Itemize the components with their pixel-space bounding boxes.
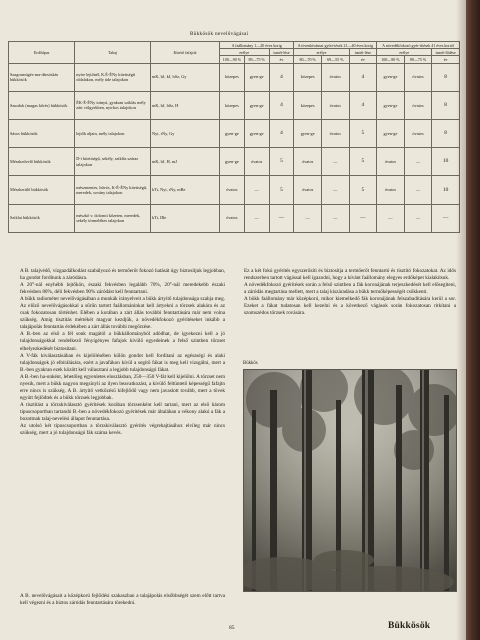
table-row [9, 148, 460, 176]
paragraph: A B. talajvédő, vízgazdálkodást szabályozó és termőerőt fokozó hatását úgy biztosítjuk legjobban, ha gondot fordítunk a záródásra. [20, 268, 225, 282]
value-cell: — [244, 176, 269, 204]
value-cell: — [294, 204, 322, 232]
header-ismetles-1: ismét-lése [269, 49, 294, 56]
value-cell: 10 [432, 176, 460, 204]
header-forest-type: Erdőtípus [9, 42, 75, 64]
header-erely-1: erélye [219, 49, 269, 56]
value-cell: óvatos [219, 204, 244, 232]
species-cell: kTt, Nyi, rNy, mBe [151, 176, 220, 204]
header-ismetles-2: ismét-lése [349, 49, 377, 56]
value-cell: — [321, 148, 349, 176]
value-cell: 4 [349, 91, 377, 119]
header-ismetlodese-3: ismét-lődése [432, 49, 460, 56]
value-cell: közepes [219, 63, 244, 91]
header-pct-b: 89—75 % [244, 56, 269, 63]
value-cell: — [432, 204, 460, 232]
soil-cell: nyíre lejtőnél, K.É-ÉNy kitettségű oldalakon, mély üde talajokon [75, 63, 151, 91]
value-cell: — [321, 176, 349, 204]
value-cell: óvatos [404, 63, 432, 91]
value-cell: gyen-ge [377, 91, 405, 119]
header-group-2: A tövenkívánszt győri-tések 21—40 éves korig [294, 42, 377, 49]
species-cell: Nyi, rNy, Gy [151, 119, 220, 147]
value-cell: gyen-ge [377, 63, 405, 91]
value-cell: 5 [349, 148, 377, 176]
value-cell: gyen-ge [244, 63, 269, 91]
soil-cell: ÉK-É-ÉNy irányú, gyakran sziklás mély zárt völgyekben, nyirkos talajokon [75, 91, 151, 119]
value-cell: közepes [294, 91, 322, 119]
value-cell: óvatos [377, 176, 405, 204]
value-cell: gyen-ge [244, 91, 269, 119]
value-cell: közepes [294, 63, 322, 91]
value-cell: közepes [219, 91, 244, 119]
paragraph: A 20°-nál enyhébb lejtőkön, északi fekvésben legalább 70%, 20°-nál meredekebb északi fekvésben 80%, déli fekvésben 90% záródást kell fenntartani. [20, 282, 225, 296]
value-cell: gyen-ge [219, 148, 244, 176]
right-text-column [244, 268, 456, 317]
value-cell: 4 [269, 63, 294, 91]
value-cell: — [404, 176, 432, 204]
paragraph: A bükk faállomány már középkorú, mikor kiemelkedő fák koronájának felszabadítására kerül a sor. Ezeket a fákat tudatosan kell kezelni és a következő vágások során fokozatosan ritkítani a szomszédos törzsek rovására. [244, 296, 456, 317]
paragraph: Ez a két fokú gyérítés egyszerűsíti és biztosítja a termőerőt fenntartó és tisztító fokozatokat. Az idős rendszerben tartott vágással kell igazodni, hogy a kívánt faállomány elegyes erdőképet kialakítsuk. [244, 268, 456, 282]
value-cell: — [349, 204, 377, 232]
header-pct-d: 69—55 % [321, 56, 349, 63]
footer-section-tag: Bükkösök [388, 621, 431, 631]
paragraph: Az utolsó két típuscsoportban a törzskiválasztó gyérítés végrehajtásához elvileg már nincs szükség, mert a jó tulajdonságú fák száma kevés. [20, 423, 225, 437]
table-row [9, 91, 460, 119]
value-cell: — [377, 204, 405, 232]
value-cell: — [244, 204, 269, 232]
value-cell: gyen-ge [377, 119, 405, 147]
species-cell: mK, bJ, H, mJ [151, 148, 220, 176]
value-cell: — [404, 204, 432, 232]
table-row [9, 119, 460, 147]
value-cell: gyen-ge [219, 119, 244, 147]
footer-paragraph: A B. nevelővágásait a középkorú fejlődési szakaszban a talajápolás elsőbbségét szem előtt tartva kell végezni és a biztos záródás fenntartására törekedni. [20, 593, 225, 607]
value-cell: 10 [432, 148, 460, 176]
header-ev-3: év [432, 56, 460, 63]
value-cell: 5 [269, 148, 294, 176]
value-cell: óvatos [321, 119, 349, 147]
paragraph: A B.-ben az első a fél sonk magától a bükkállományból adódhat, de igyekezni kell a jó tulajdonságokkal rendelkező fényigényes fafajok kívülő egyedeinek a felső szintben törzset elhelyezkedését biztosítani. [20, 331, 225, 352]
value-cell: gyen-ge [244, 119, 269, 147]
value-cell: óvatos [321, 91, 349, 119]
value-cell: 8 [432, 91, 460, 119]
value-cell: óvatos [294, 176, 322, 204]
value-cell: óvatos [244, 148, 269, 176]
value-cell: gyen-ge [294, 119, 322, 147]
header-soil: Tahaj [75, 42, 151, 64]
value-cell: 5 [349, 176, 377, 204]
species-cell: mK, bJ, hSz, H [151, 91, 220, 119]
value-cell: 8 [432, 119, 460, 147]
header-species: Kísérő fafajok [151, 42, 220, 64]
table-body [9, 63, 460, 232]
running-head: Bükkösök nevelővágásai [190, 31, 249, 37]
value-cell: 4 [269, 119, 294, 147]
paragraph: A növedékfokozó gyérítések során a felső szintben a fák koronájának terjeszkedését kell elősegíteni, a záródás megtartása mellett, mert a talaj kiszáradása a bükk termőképességét csökkenti. [244, 282, 456, 296]
soil-cell: mészkő v. dolomit kőzeten, meredek, sekély törmelékes talajokon [75, 204, 151, 232]
header-group-3: A növedékfokozó gyér-títések 41 éves kortól [377, 42, 460, 49]
forest-type-cell: Szurdok (magas kőrés) bükkösök [9, 91, 75, 119]
value-cell: óvatos [219, 176, 244, 204]
value-cell: 5 [269, 176, 294, 204]
value-cell: 8 [432, 63, 460, 91]
forest-photo [243, 369, 457, 592]
header-pct-c: 80—70 % [294, 56, 322, 63]
paragraph: A bükk radiométer nevelővágásában a munkák irányelveit a bükk ártyítő tulajdonsága szabja meg. Az előző nevelővágásokkal a sűrűn tartott faállománinkat kell ártyekni a törzsek alakára és az csak fokozatosan történhet. Elében a korában a zárt állás további fenntartására már nem volna szükség. Amíg tisztítás mértékét magyar kezdjük, a növedékfokozó gyérítéseket inkább a talajápolás fenntartás érdekében a zárt állás további megőrzése. [20, 296, 225, 331]
header-pct-f: 89—75 % [404, 56, 432, 63]
header-ev-2: év [349, 56, 377, 63]
header-pct-e: 100—90 % [377, 56, 405, 63]
left-text-column [20, 268, 225, 437]
header-ev-1: év [269, 56, 294, 63]
page-number: 85 [229, 625, 235, 631]
header-pct-a: 100—90 % [219, 56, 244, 63]
header-erely-3: erélye [377, 49, 432, 56]
soil-cell: lejtők aljain, mély talajokon [75, 119, 151, 147]
value-cell: — [321, 204, 349, 232]
table-row [9, 63, 460, 91]
forest-type-cell: Mészkerülő bükkösök [9, 176, 75, 204]
value-cell: 4 [349, 63, 377, 91]
species-cell: kTt, lBe [151, 204, 220, 232]
value-cell: óvatos [321, 63, 349, 91]
paragraph: A V-fák kiválasztásában és kijelölésében külön gondot kell fordítani az egészségi és alaki tulajdonságok jó elbírálására, ezért a javafákon kívül a segítő fákat is meg kell vizsgálni, mert a B.-ben gyakran ezek között kell választani a legjobb tulajdonságú fákat. [20, 352, 225, 373]
forest-photo-image [244, 370, 456, 591]
paragraph: A B.-ben ha-onként, lehetőleg egyenletes eloszlásban, 250—350 V-fát kell kijelölni. A törzset nem nyesik, mert a bükk nagyon megsínyli az ilyen beavatkozást, a kívülő feltüntető képességű fafajtn erre nincs is szükség. A B. ártyítő vetkőzésű kifejlődő vagy nem javaslott tovább, mert a tövek együtt fejlődtek és a bükk törzsek legjobbak. [20, 373, 225, 401]
management-table [8, 41, 460, 233]
value-cell: — [404, 148, 432, 176]
soil-cell: D-i kitettségű, sekély, sziklás száraz talajokon [75, 148, 151, 176]
table-row [9, 176, 460, 204]
species-cell: mK, bJ, kJ, hSz, Gy [151, 63, 220, 91]
forest-type-cell: Szagosmügés-ma-dársóskás bükkösök [9, 63, 75, 91]
header-erely-2: erélye [294, 49, 349, 56]
book-binding [466, 0, 480, 640]
table-header-row-1 [9, 42, 460, 49]
value-cell: 4 [269, 91, 294, 119]
header-group-1: A faállomány 1—20 éves korig [219, 42, 293, 49]
table-row [9, 204, 460, 232]
paragraph: A tisztítást a törzskiválasztó gyérítések korában törzsenként kell tartani, mert az első három típuscsoportban tartandó B.-ben a növedékfokozó gyérítések már általában a vékony alakú a fák a bozottnak talaj-nevelési állapot fenntartása. [20, 401, 225, 422]
value-cell: — [269, 204, 294, 232]
soil-cell: mészmentes, hűvös, K-É-ÉNy kitettségű, meredek, sovány talajokon [75, 176, 151, 204]
value-cell: óvatos [404, 91, 432, 119]
value-cell: óvatos [377, 148, 405, 176]
forest-type-cell: Sziklai bükkösök [9, 204, 75, 232]
value-cell: óvatos [294, 148, 322, 176]
forest-type-cell: Sásos bükkösök [9, 119, 75, 147]
forest-type-cell: Mészkedvelő bükkösök [9, 148, 75, 176]
photo-caption: Bükkös [243, 361, 258, 366]
value-cell: 5 [349, 119, 377, 147]
value-cell: óvatos [404, 119, 432, 147]
